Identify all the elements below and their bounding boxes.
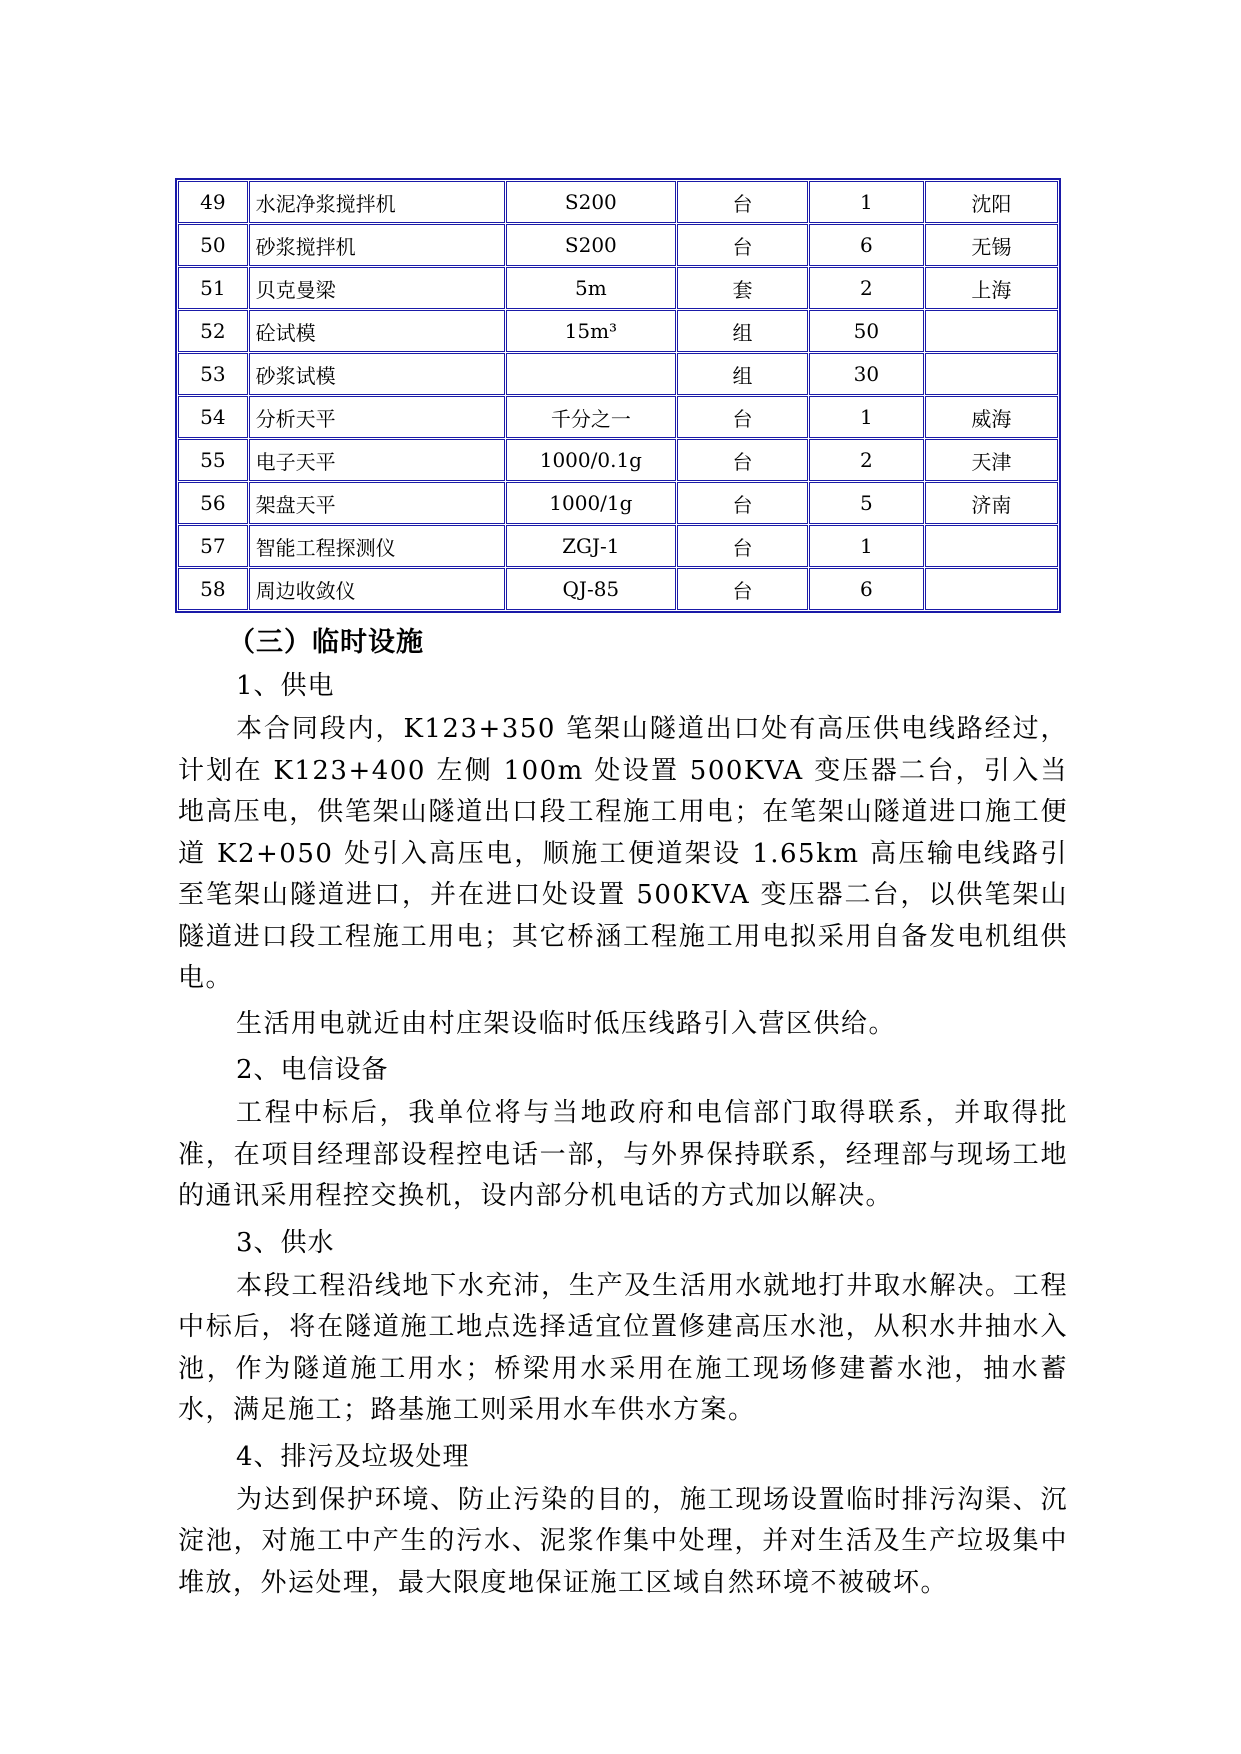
temporary-facilities-section	[178, 620, 1068, 1608]
equipment-unit: 组	[677, 353, 808, 395]
table-row	[178, 439, 1058, 481]
equipment-quantity: 6	[809, 224, 924, 266]
row-number: 50	[178, 224, 248, 266]
equipment-quantity: 5	[809, 482, 924, 524]
table-row	[178, 525, 1058, 567]
equipment-origin: 无锡	[925, 224, 1058, 266]
equipment-spec: ZGJ-1	[506, 525, 676, 567]
equipment-name: 智能工程探测仪	[249, 525, 505, 567]
power-paragraph: 本合同段内，K123+350 笔架山隧道出口处有高压供电线路经过，计划在 K123+400 左侧 100m 处设置 500KVA 变压器二台，引入当地高压电，供笔架山隧道出口段工程施工用电；在笔架山隧道进口施工便道 K2+050 处引入高压电，顺施工便道架设 1.65km 高压输电线路引至笔架山隧道进口，并在进口处设置 500KVA 变压器二台，以供笔架山隧道进口段工程施工用电；其它桥涵工程施工用电拟采用自备发电机组供电。	[178, 714, 1068, 993]
equipment-table-body	[178, 181, 1058, 610]
equipment-unit: 组	[677, 310, 808, 352]
equipment-unit: 台	[677, 482, 808, 524]
equipment-origin: 天津	[925, 439, 1058, 481]
telecom-paragraph: 工程中标后，我单位将与当地政府和电信部门取得联系，并取得批准，在项目经理部设程控电话一部，与外界保持联系，经理部与现场工地的通讯采用程控交换机，设内部分机电话的方式加以解决。	[178, 1098, 1068, 1211]
equipment-unit: 台	[677, 568, 808, 610]
equipment-name: 砂浆搅拌机	[249, 224, 505, 266]
equipment-quantity: 2	[809, 267, 924, 309]
equipment-unit: 套	[677, 267, 808, 309]
equipment-spec: 1000/0.1g	[506, 439, 676, 481]
equipment-name: 贝克曼梁	[249, 267, 505, 309]
row-number: 58	[178, 568, 248, 610]
equipment-quantity: 1	[809, 181, 924, 223]
row-number: 53	[178, 353, 248, 395]
equipment-spec	[506, 353, 676, 395]
section-title: （三）临时设施	[228, 627, 424, 658]
row-number: 56	[178, 482, 248, 524]
equipment-origin	[925, 353, 1058, 395]
power-living-paragraph: 生活用电就近由村庄架设临时低压线路引入营区供给。	[236, 1008, 897, 1039]
waste-paragraph: 为达到保护环境、防止污染的目的，施工现场设置临时排污沟渠、沉淀池，对施工中产生的污水、泥浆作集中处理，并对生活及生产垃圾集中堆放，外运处理，最大限度地保证施工区域自然环境不被破坏。	[178, 1484, 1068, 1598]
equipment-name: 架盘天平	[249, 482, 505, 524]
equipment-spec: 1000/1g	[506, 482, 676, 524]
table-row	[178, 224, 1058, 266]
equipment-origin: 上海	[925, 267, 1058, 309]
table-row	[178, 267, 1058, 309]
row-number: 57	[178, 525, 248, 567]
equipment-name: 分析天平	[249, 396, 505, 438]
equipment-quantity: 50	[809, 310, 924, 352]
table-row	[178, 181, 1058, 223]
equipment-unit: 台	[677, 224, 808, 266]
row-number: 55	[178, 439, 248, 481]
equipment-quantity: 2	[809, 439, 924, 481]
equipment-unit: 台	[677, 439, 808, 481]
equipment-quantity: 1	[809, 525, 924, 567]
row-number: 49	[178, 181, 248, 223]
equipment-unit: 台	[677, 525, 808, 567]
equipment-quantity: 30	[809, 353, 924, 395]
equipment-table	[175, 178, 1061, 613]
table-row	[178, 482, 1058, 524]
equipment-quantity: 1	[809, 396, 924, 438]
equipment-spec: QJ-85	[506, 568, 676, 610]
row-number: 52	[178, 310, 248, 352]
equipment-origin	[925, 310, 1058, 352]
waste-heading: 4、排污及垃圾处理	[236, 1441, 470, 1472]
equipment-origin: 沈阳	[925, 181, 1058, 223]
table-row	[178, 353, 1058, 395]
equipment-quantity: 6	[809, 568, 924, 610]
equipment-name: 砂浆试模	[249, 353, 505, 395]
equipment-origin	[925, 568, 1058, 610]
row-number: 54	[178, 396, 248, 438]
table-row	[178, 310, 1058, 352]
equipment-unit: 台	[677, 181, 808, 223]
equipment-name: 砼试模	[249, 310, 505, 352]
table-row	[178, 396, 1058, 438]
table-row	[178, 568, 1058, 610]
equipment-origin: 济南	[925, 482, 1058, 524]
equipment-unit: 台	[677, 396, 808, 438]
equipment-spec: 15m³	[506, 310, 676, 352]
equipment-spec: 5m	[506, 267, 676, 309]
equipment-name: 电子天平	[249, 439, 505, 481]
row-number: 51	[178, 267, 248, 309]
equipment-spec: S200	[506, 181, 676, 223]
equipment-spec: 千分之一	[506, 396, 676, 438]
equipment-spec: S200	[506, 224, 676, 266]
water-paragraph: 本段工程沿线地下水充沛，生产及生活用水就地打井取水解决。工程中标后，将在隧道施工地点选择适宜位置修建高压水池，从积水井抽水入池，作为隧道施工用水；桥梁用水采用在施工现场修建蓄水池，抽水蓄水，满足施工；路基施工则采用水车供水方案。	[178, 1270, 1068, 1425]
equipment-name: 周边收敛仪	[249, 568, 505, 610]
equipment-origin: 威海	[925, 396, 1058, 438]
telecom-heading: 2、电信设备	[236, 1055, 389, 1085]
equipment-origin	[925, 525, 1058, 567]
equipment-table-container	[175, 178, 1061, 613]
equipment-name: 水泥净浆搅拌机	[249, 181, 505, 223]
power-heading: 1、供电	[236, 671, 335, 701]
water-heading: 3、供水	[236, 1227, 335, 1258]
